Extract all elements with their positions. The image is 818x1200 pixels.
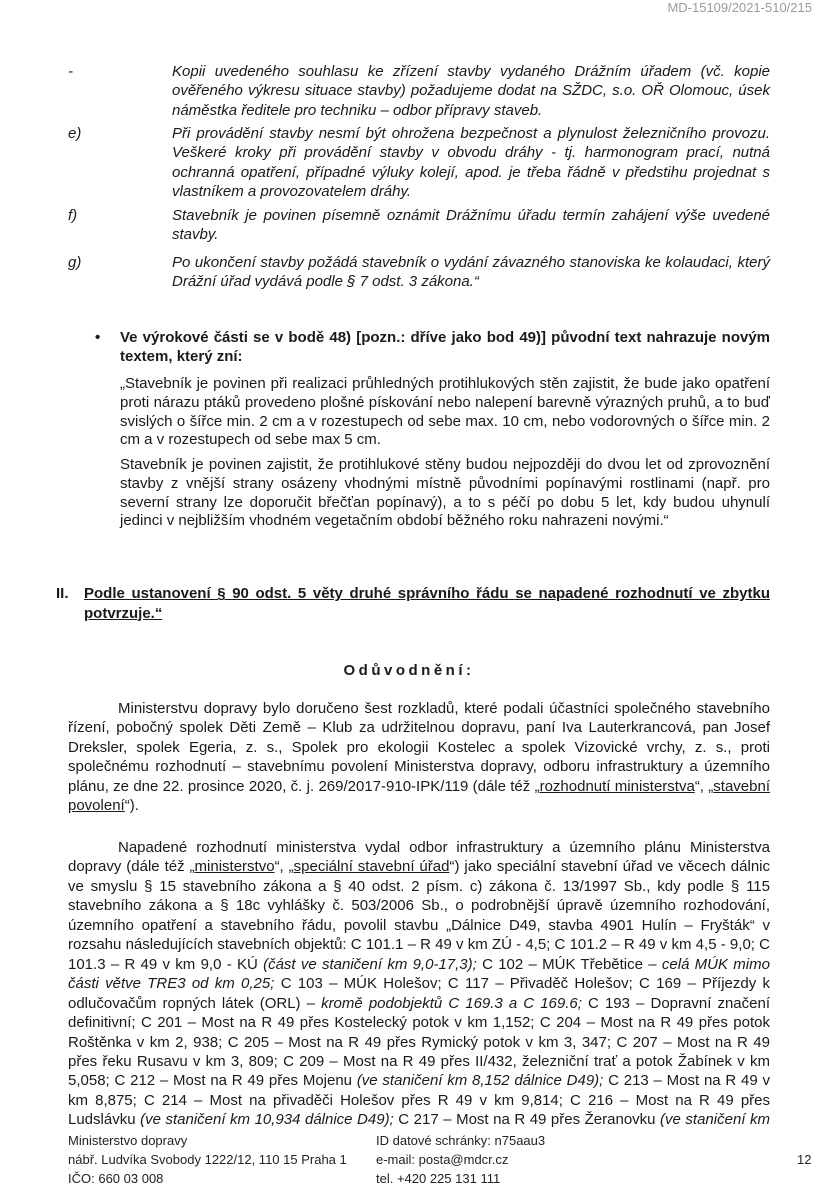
bullet-point <box>95 328 770 366</box>
text-segment: Ministerstvu dopravy bylo doručeno šest rozkladů, které podali účastníci společného stavebního řízení, pobočný spolek Děti Země – Klub za udržitelnou dopravu, paní Iva Lauterkrancová, pan Josef Dreksler, spolek Egeria, z. s., Spolek pro ekologii Kostelec a spolek Vizovické vrchy, z. s., proti společnému rozhodnutí – stavebnímu povolení Ministerstva dopravy, odboru infrastruktury a územního plánu, ze dne 22. prosince 2020, č. j. 269/2017-910-IPK/119 (dále též „ <box>68 700 770 795</box>
italic-segment: kromě podobjektů C 169.3 a C 169.6; <box>321 994 582 1012</box>
footer-ico: IČO: 660 03 008 <box>68 1171 164 1186</box>
text-segment: C 103 – MÚK Holešov; C 117 – Přivaděč Holešov; C 169 – Příjezdy k odlučovačům ropných látek (ORL) – <box>68 975 770 1012</box>
item-marker: g) <box>68 254 82 271</box>
text-segment: “, „ <box>274 858 294 876</box>
item-marker: f) <box>68 207 78 224</box>
italic-segment: celá MÚK mimo části větve TRE3 od km 0,25; <box>68 955 770 993</box>
footer-org: Ministerstvo dopravy <box>68 1133 188 1148</box>
page-number: 12 <box>797 1152 812 1167</box>
footer-street: nábř. Ludvíka Svobody 1222/12, 110 15 Praha 1 <box>68 1152 347 1167</box>
footer-email: e-mail: posta@mdcr.cz <box>376 1152 509 1167</box>
text-segment: “). <box>124 797 139 815</box>
condition-item-g <box>68 253 770 292</box>
footer-phone: tel. +420 225 131 111 <box>376 1171 501 1186</box>
text-segment: C 193 – Dopravní značení definitivní; C 201 – Most na R 49 přes Kostelecký potok v km 1,152; C 204 – Most na R 49 přes potok Roštěnka v km 2, 938; C 205 – Most na R 49 přes Rymický potok v km 3, 347; C 207 – Most na R 49 přes řeku Rusavu v km 3, 809; C 209 – Most na R 49 přes II/432, železniční trať a potok Žabínek v km 5,058; C 212 – Most na R 49 přes Mojenu <box>68 994 770 1090</box>
section-ii <box>56 584 770 623</box>
item-text: Kopii uvedeného souhlasu ke zřízení stavby vydaného Drážním úřadem (vč. kopie ověřeného výkresu situace stavby) požadujeme dodat na SŽDC, s.o. OŘ Olomouc, úsek náměstka ředitele pro techniku – odbor přípravy staveb. <box>172 63 770 119</box>
condition-item-f <box>68 206 770 245</box>
text-segment: C 213 – Most na R 49 v km 8,875; C 214 – Most na přivaděči Holešov přes R 49 v km 9,814; C 216 – Most na R 49 přes Ludslávku <box>68 1072 770 1129</box>
quoted-paragraph: „Stavebník je povinen při realizaci průhledných protihlukových stěn zajistit, že bude jako opatření proti nárazu ptáků provedeno plošné pískování nebo nalepení barevně výrazných pruhů, a to buď svislých o šířce min. 2 cm a v rozestupech od sebe max. 10 cm, nebo vodorovných o šířce min. 2 cm a v rozestupech od sebe max 5 cm. <box>120 375 770 449</box>
defined-term: rozhodnutí ministerstva <box>539 777 695 795</box>
item-text: Při provádění stavby nesmí být ohrožena bezpečnost a plynulost železničního provozu. Veškeré kroky při provádění stavby v obvodu dráhy - tj. harmonogram prací, nutná ochranná opatření, případné výluky kolejí, apod. je třeba řádně v předstihu projednat s vlastníkem a provozovatelem dráhy. <box>172 125 770 200</box>
bullet-text: Ve výrokové části se v bodě 48) [pozn.: dříve jako bod 49)] původní text nahrazuje novým textem, který zní: <box>120 329 770 365</box>
justification-paragraph-2 <box>68 838 770 1130</box>
item-text: Stavebník je povinen písemně oznámit Drážnímu úřadu termín zahájení výše uvedené stavby. <box>172 207 770 244</box>
quoted-paragraph: Stavebník je povinen zajistit, že protihlukové stěny budou nejpozději do dvou let od zprovoznění stavby z vnější strany osázeny vhodnými místně původními popínavými rostlinami (např. pro severní strany lze doporučit břečťan popínavý), a to s péčí po dobu 5 let, kdy budou uhynulí jedinci v nejbližším vhodném vegetačním období běžného roku nahrazeni novými.“ <box>120 456 770 530</box>
footer-address <box>68 1131 347 1188</box>
defined-term: ministerstvo <box>194 858 275 876</box>
section-marker: II. <box>56 585 69 602</box>
condition-item <box>68 62 770 120</box>
defined-term: speciální stavební úřad <box>293 858 450 876</box>
text-segment: C 217 – Most na R 49 přes Žeranovku <box>393 1111 661 1129</box>
item-text: Po ukončení stavby požádá stavebník o vydání závazného stanoviska ke kolaudaci, který Drážní úřad vydává podle § 7 odst. 3 zákona.“ <box>172 254 770 291</box>
bullet-icon: • <box>95 329 101 346</box>
italic-segment: (ve staničení km 10,934 dálnice D49); <box>140 1111 394 1129</box>
text-segment: “) jako speciální stavební úřad ve věcech dálnic ve smyslu § 15 stavebního zákona a § 40 odst. 2 písm. c) zákona č. 13/1997 Sb., kdy podle § 115 stavebního zákona a § 18c vyhlášky č. 503/2006 Sb., o podrobnější úpravě územního rozhodování, územního opatření a stavebního řádu, povolil stavbu „Dálnice D49, stavba 4901 Hulín – Fryšták“ v rozsahu následujících stavebních objektů: C 101.1 – R 49 v km ZÚ - 4,5; C 101.2 – R 49 v km 4,5 - 9,0; C 101.3 – R 49 v km 9,0 - KÚ <box>68 858 770 973</box>
defined-term: stavební povolení <box>68 777 770 815</box>
item-marker: e) <box>68 125 82 142</box>
justification-title: Odůvodnění: <box>343 662 475 679</box>
text-segment: “, „ <box>694 777 714 795</box>
text-segment: Napadené rozhodnutí ministerstva vydal odbor infrastruktury a územního plánu Ministerstva dopravy (dále též „ <box>68 839 770 876</box>
justification-paragraph-1 <box>68 699 770 816</box>
italic-segment: (část ve staničení km 9,0-17,3); <box>263 955 477 973</box>
item-marker: - <box>68 63 73 80</box>
section-text: Podle ustanovení § 90 odst. 5 věty druhé správního řádu se napadené rozhodnutí ve zbytku potvrzuje.“ <box>84 585 770 622</box>
footer-databox: ID datové schránky: n75aau3 <box>376 1133 546 1148</box>
footer-contacts <box>376 1131 545 1188</box>
italic-segment: (ve staničení km <box>660 1111 770 1129</box>
condition-item-e <box>68 124 770 201</box>
text-segment: C 102 – MÚK Třebětice – <box>476 955 662 973</box>
document-reference: MD-15109/2021-510/215 <box>667 0 812 15</box>
italic-segment: (ve staničení km 8,152 dálnice D49); <box>356 1072 604 1090</box>
